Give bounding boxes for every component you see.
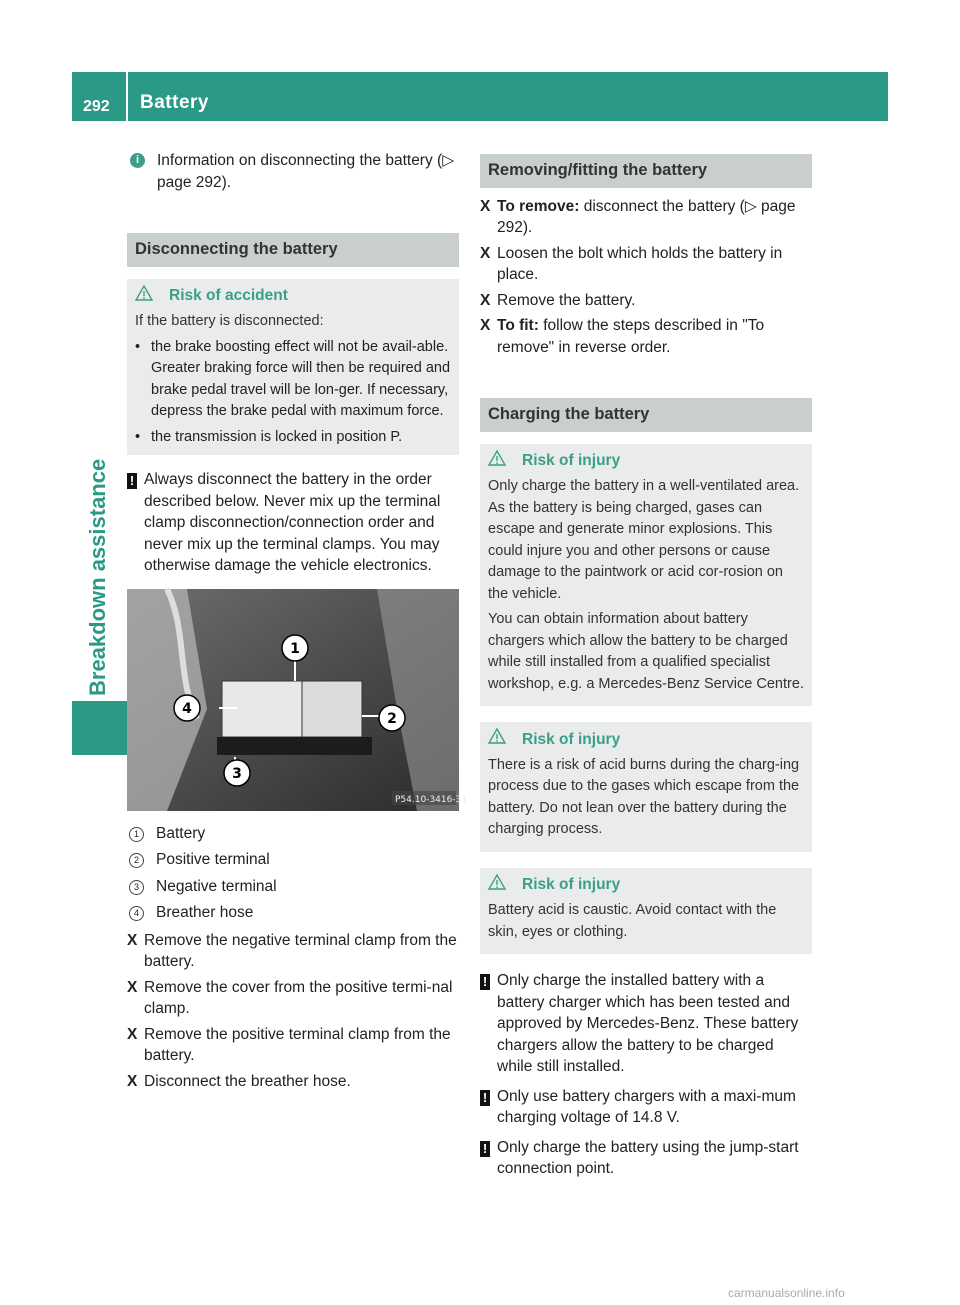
- warning-risk-of-injury: Risk of injury Battery acid is caustic. Avoid contact with the skin, eyes or clothing.: [480, 868, 812, 955]
- callout-1: [282, 635, 308, 661]
- warning-bullet: • the transmission is locked in position P.: [135, 428, 403, 445]
- warning-intro: If the battery is disconnected:: [135, 313, 324, 329]
- legend-item: 2 Positive terminal: [127, 849, 459, 871]
- step-arrow-icon: X: [127, 1072, 138, 1090]
- exclamation-icon: !: [480, 1141, 490, 1157]
- section-heading-removing: Removing/fitting the battery: [480, 154, 812, 188]
- step-arrow-icon: X: [480, 291, 491, 309]
- right-column: [480, 154, 812, 1188]
- side-tab-label: Breakdown assistance: [85, 458, 110, 696]
- warning-triangle-icon: [488, 450, 508, 473]
- warning-risk-of-accident: [127, 279, 459, 456]
- step-arrow-icon: X: [480, 317, 491, 334]
- svg-text:3: 3: [232, 765, 242, 782]
- step-item: X To fit: follow the steps described in "To remove" in reverse order.: [480, 315, 812, 358]
- notice-property-damage: ! Only charge the battery using the jump-start connection point.: [480, 1137, 812, 1180]
- left-column: [127, 150, 468, 1096]
- callout-3: [224, 760, 250, 786]
- step-item: X Remove the cover from the positive termi-nal clamp.: [127, 977, 459, 1020]
- page-number: 292: [83, 98, 110, 115]
- exclamation-icon: !: [127, 473, 137, 489]
- svg-text:1: 1: [290, 640, 300, 657]
- warning-triangle-icon: [488, 874, 508, 897]
- watermark: carmanualsonline.info: [728, 1286, 845, 1300]
- warning-title: Risk of injury: [522, 730, 621, 748]
- warning-title: Risk of injury: [522, 452, 621, 469]
- callout-4: [174, 695, 200, 721]
- notice-property-damage: ! Only use battery chargers with a maxi-mum charging voltage of 14.8 V.: [480, 1086, 812, 1129]
- step-arrow-icon: X: [127, 1025, 138, 1043]
- warning-title: Risk of accident: [169, 287, 288, 304]
- step-arrow-icon: X: [127, 931, 138, 949]
- notice-property-damage: [127, 469, 459, 577]
- section-heading-charging: Charging the battery: [480, 398, 812, 432]
- disconnect-steps: [127, 930, 459, 1093]
- exclamation-icon: !: [480, 974, 490, 990]
- legend-list: [127, 823, 459, 924]
- notice-text: Always disconnect the battery in the order described below. Never mix up the terminal clamp disconnection/connection order and never mix up the terminal clamps. You may otherwise damage the vehicle electronics.: [144, 471, 441, 574]
- callout-2: [379, 705, 405, 731]
- photo-reference-code: P54.10-3416-31: [395, 794, 468, 805]
- section-heading-disconnecting: Disconnecting the battery: [127, 233, 459, 267]
- legend-item: 3 Negative terminal: [127, 876, 459, 898]
- warning-bullet: • the brake boosting effect will not be avail-able. Greater braking force will then be required and brake pedal travel will be lon-ger. If necessary, depress the brake pedal with maximum force.: [135, 338, 451, 419]
- legend-number: 3: [129, 880, 144, 895]
- info-note: [127, 150, 459, 193]
- step-arrow-icon: X: [127, 978, 138, 996]
- remove-fit-steps: [480, 196, 812, 359]
- warning-title: Risk of injury: [522, 876, 621, 893]
- side-tab-marker: [72, 701, 127, 755]
- notice-property-damage: ! Only charge the installed battery with a battery charger which has been tested and approved by Mercedes-Benz. These battery chargers allow the battery to be charged while still installed.: [480, 970, 812, 1078]
- step-item: X Remove the positive terminal clamp from the battery.: [127, 1024, 459, 1067]
- legend-number: 4: [129, 906, 144, 921]
- step-item: X To remove: disconnect the battery (▷ page 292).: [480, 196, 812, 239]
- info-icon: i: [130, 153, 145, 168]
- step-item: X Remove the negative terminal clamp from the battery.: [127, 930, 459, 973]
- info-text: Information on disconnecting the battery (▷ page 292).: [157, 152, 455, 191]
- step-arrow-icon: X: [480, 197, 491, 215]
- warning-triangle-icon: [488, 728, 508, 751]
- warning-risk-of-injury: Risk of injury Only charge the battery in a well-ventilated area. As the battery is being charged, gases can escape and generate minor explosions. This could injure you and other persons or cause damage to the paintwork or acid cor-rosion on the vehicle. You can obtain information about battery chargers which allow the battery to be charged while still installed from a qualified specialist workshop, e.g. a Mercedes-Benz Service Centre.: [480, 444, 812, 707]
- warning-triangle-icon: [135, 285, 155, 308]
- step-item: X Loosen the bolt which holds the battery in place.: [480, 243, 812, 286]
- header-divider: [126, 72, 128, 121]
- legend-number: 1: [129, 827, 144, 842]
- step-arrow-icon: X: [480, 244, 491, 262]
- legend-item: 4 Breather hose: [127, 902, 459, 924]
- legend-item: 1 Battery: [127, 823, 459, 845]
- svg-text:2: 2: [387, 710, 397, 727]
- legend-number: 2: [129, 853, 144, 868]
- battery-photo: [127, 589, 468, 811]
- page-header: [72, 72, 888, 121]
- step-item: X Disconnect the breather hose.: [127, 1071, 459, 1093]
- exclamation-icon: !: [480, 1090, 490, 1106]
- svg-text:4: 4: [182, 700, 192, 717]
- warning-risk-of-injury: Risk of injury There is a risk of acid burns during the charg-ing process due to the gases which escape from the battery. Do not lean over the battery during the charging process.: [480, 722, 812, 852]
- step-item: X Remove the battery.: [480, 290, 812, 312]
- page-title: Battery: [140, 92, 209, 113]
